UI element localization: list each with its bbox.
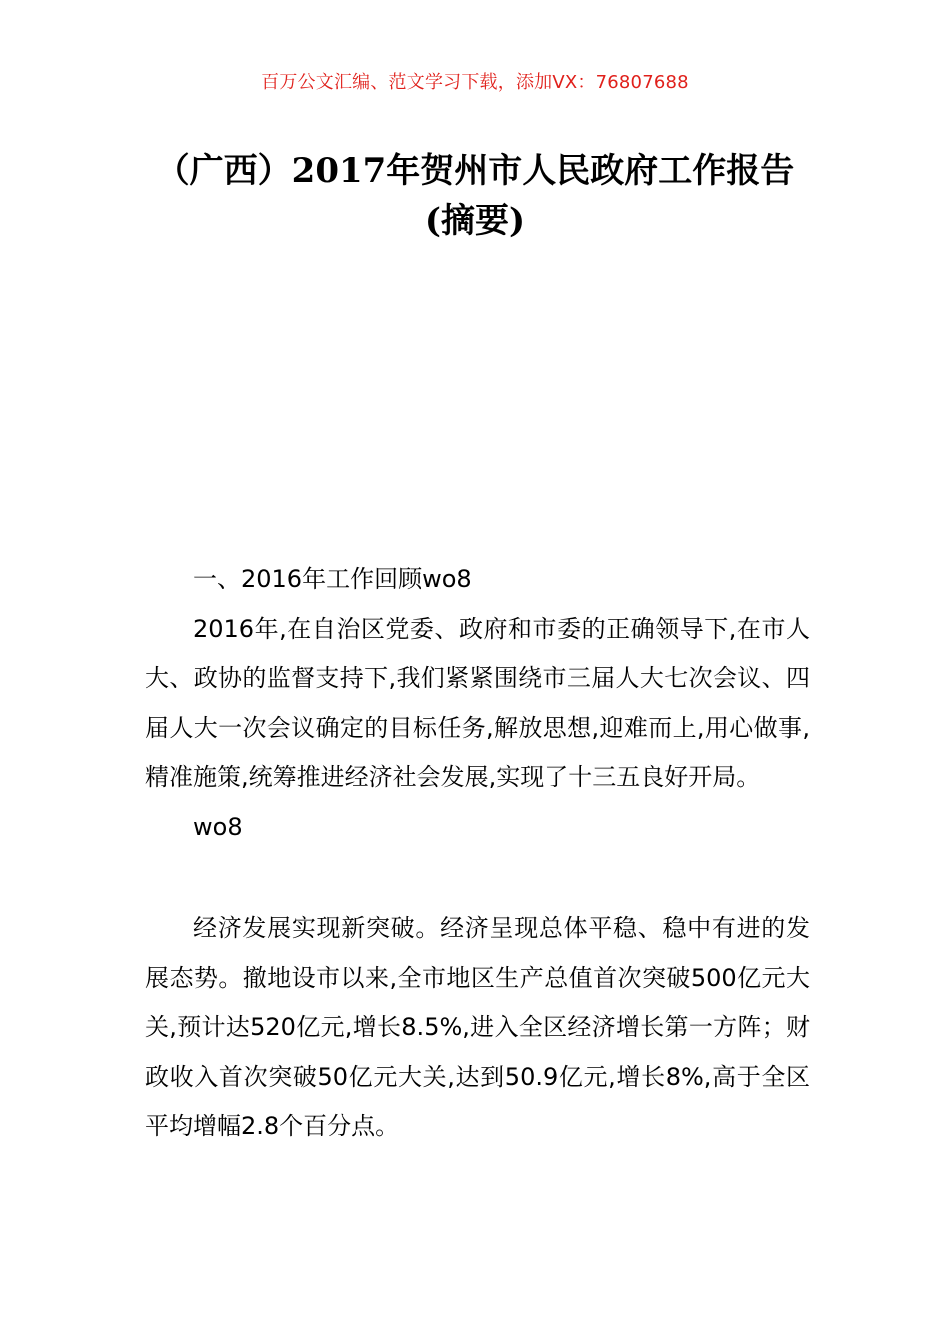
header-note: 百万公文汇编、范文学习下载，添加VX：76807688 <box>261 72 689 93</box>
section-heading: 一、2016年工作回顾wo8 <box>193 565 472 593</box>
paragraph-economy: 经济发展实现新突破。经济呈现总体平稳、稳中有进的发展态势。撤地设市以来,全市地区生产总值首次突破500亿元大关,预计达520亿元,增长8.5%,进入全区经济增长第一方阵；财政收入首次突破50亿元大关,达到50.9亿元,增长8%,高于全区平均增幅2.8个百分点。 <box>145 914 810 1140</box>
document-title <box>80 146 870 246</box>
paragraph-review: 2016年,在自治区党委、政府和市委的正确领导下,在市人大、政协的监督支持下,我们紧紧围绕市三届人大七次会议、四届人大一次会议确定的目标任务,解放思想,迎难而上,用心做事,精准施策,统筹推进经济社会发展,实现了十三五良好开局。 <box>145 614 810 791</box>
document-body <box>145 555 810 1152</box>
title-line-2: (摘要) <box>424 201 526 241</box>
blank-gap <box>145 852 810 904</box>
title-line-1: （广西）2017年贺州市人民政府工作报告 <box>155 151 795 191</box>
marker-text: wo8 <box>193 812 243 841</box>
